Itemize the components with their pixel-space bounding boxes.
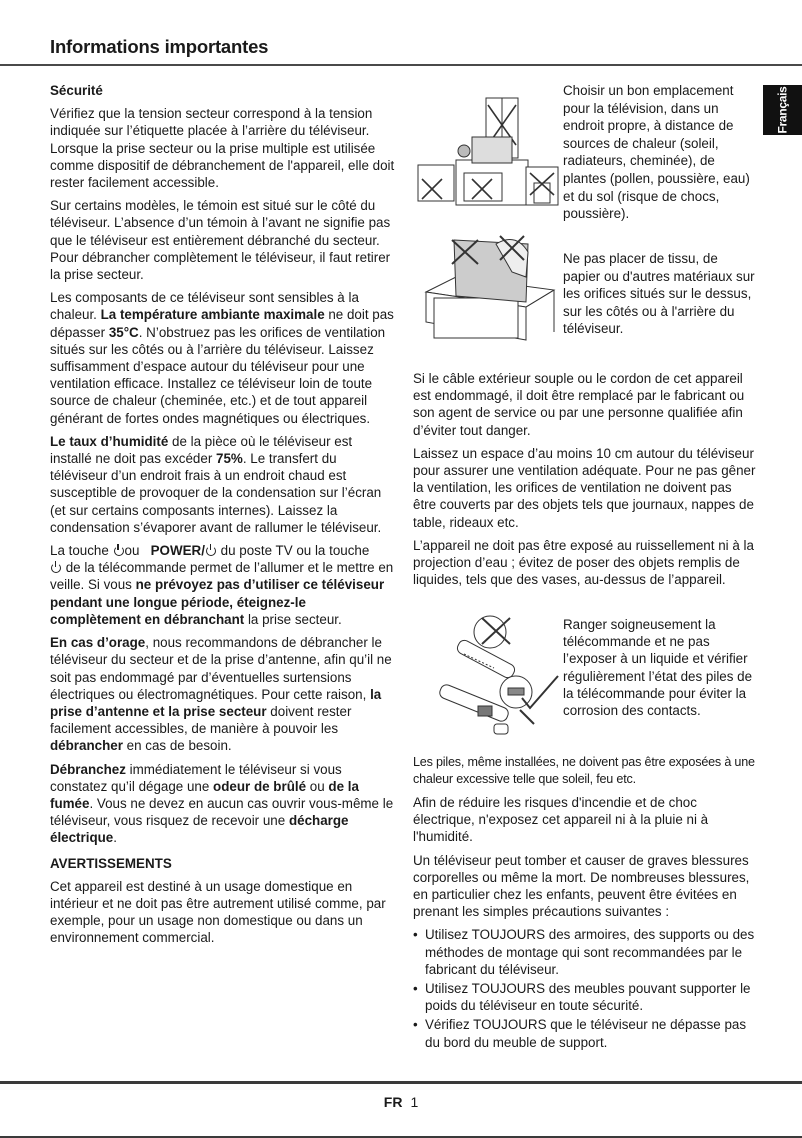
text-bold: Débranchez xyxy=(50,761,126,777)
right-text-block-1 xyxy=(413,370,758,588)
header-divider xyxy=(0,64,802,66)
text: La touche xyxy=(50,543,113,559)
text: en cas de besoin. xyxy=(122,738,232,754)
footer-divider xyxy=(0,1081,802,1084)
paragraph-batteries: Les piles, même installées, ne doivent pas être exposées à une chaleur excessive telle que soleil, feu etc. xyxy=(413,755,755,787)
page-title: Informations importantes xyxy=(50,36,269,57)
paragraph-spacing: Laissez un espace d’au moins 10 cm autour du téléviseur pour assurer une ventilation adéquate. Pour ne pas gêner la ventilation, les orifices de ventilation ne doivent pas être couverts par des objets tels que journaux, nappes de table, rideaux etc. xyxy=(413,445,756,530)
text: ou xyxy=(306,778,329,794)
paragraph-humidity xyxy=(50,433,395,536)
paragraph-tipping: Un téléviseur peut tomber et causer de graves blessures corporelles ou même la mort. De nombreuses blessures, en particulier chez les enfants, peuvent être évitées en prenant les simples précautions suivantes : xyxy=(413,852,750,920)
paragraph-indicator: Sur certains modèles, le témoin est situé sur le côté du téléviseur. L’absence d’un témoin à l’avant ne signifie pas que le téléviseur est entièrement débranché du secteur. Pour débrancher complètement le téléviseur, il faut retirer la prise secteur. xyxy=(50,198,391,283)
paragraph-cable: Si le câble extérieur souple ou le cordon de cet appareil est endommagé, il doit être remplacé par le fabricant ou son agent de service ou par une personne qualifiée afin d’éviter tout danger. xyxy=(413,371,745,438)
text-bold: ne prévoyez pas d’utiliser ce téléviseur pendant une longue période, éteignez-le complètement en débranchant xyxy=(50,577,385,627)
placement-illustration xyxy=(414,95,559,210)
paragraph-domestic-use: Cet appareil est destiné à un usage domestique en intérieur et ne doit pas être autrement utilisé comme, par exemple, pour un usage non domestique ou dans un environnement commercial. xyxy=(50,878,386,946)
text: . N’obstruez pas les orifices de ventilation situés sur les côtés ou à l’arrière du téléviseur. Laissez suffisamment d’espace autour du téléviseur pour une ventilation efficace. Installez ce téléviseur loin de toute source de chaleur (cheminée, etc.) et de tout appareil générant de fortes ondes magnétiques ou électriques. xyxy=(50,324,386,426)
left-column xyxy=(50,82,395,953)
text-bold: odeur de brûlé xyxy=(213,778,307,794)
remote-caption: Ranger soigneusement la télécommande et ne pas l’exposer à un liquide et vérifier régulièrement l’état des piles de la télécommande pour éviter la corrosion des contacts. xyxy=(563,617,753,719)
text-bold: La température ambiante maximale xyxy=(100,307,325,323)
text-bold: la prise d’antenne et la prise secteur xyxy=(50,686,382,719)
security-heading: Sécurité xyxy=(50,83,103,98)
text: Les composants de ce téléviseur sont sensibles à la chaleur. xyxy=(50,290,359,323)
text: ne doit pas dépasser xyxy=(50,307,394,340)
paragraph-rain: Afin de réduire les risques d'incendie et de choc électrique, n'exposez cet appareil ni à la pluie ni à l'humidité. xyxy=(413,795,709,845)
text: ou xyxy=(124,543,144,559)
paragraph-storm xyxy=(50,634,395,754)
paragraph-unplug xyxy=(50,761,395,847)
placement-caption: Choisir un bon emplacement pour la télévision, dans un endroit propre, à distance de sources de chaleur (soleil, radiateurs, cheminée), de plantes (pollen, poussière, eau) et du sol (risque de chocs, poussière). xyxy=(563,83,750,222)
page-footer xyxy=(0,1094,802,1110)
text: immédiatement le téléviseur si vous constatez qu’il dégage une xyxy=(50,761,342,794)
text-bold: décharge électrique xyxy=(50,813,349,846)
paragraph-water: L’appareil ne doit pas être exposé au ruissellement ni à la projection d’eau ; évitez de poser des objets remplis de liquides, tels que des vases, au-dessus de l’appareil. xyxy=(413,537,754,588)
tv-placement-icon xyxy=(414,95,559,210)
tv-ventilation-icon xyxy=(416,232,556,342)
text: . Vous ne devez en aucun cas ouvrir vous-même le téléviseur, vous risquez de recevoir une xyxy=(50,795,394,829)
text: . xyxy=(113,830,117,846)
text-bold-humidity: 75% xyxy=(216,451,243,467)
text-bold-temperature: 35°C xyxy=(108,324,139,340)
paragraph-power xyxy=(50,542,395,628)
language-tab-label: Français xyxy=(775,86,790,134)
text: . Le transfert du téléviseur d’un endroit frais à un endroit chaud est susceptible de provoquer de la condensation sur l’écran (et sur certains composants internes). Laissez la condensation s’évaporer avant de rallumer le téléviseur. xyxy=(50,451,382,535)
safety-precautions-list xyxy=(413,926,758,1050)
remote-battery-icon xyxy=(420,612,560,737)
power-icon xyxy=(51,563,61,573)
warnings-heading: AVERTISSEMENTS xyxy=(50,855,172,871)
remote-illustration xyxy=(420,612,560,737)
text: doivent rester facilement accessibles, de manière à pouvoir les xyxy=(50,703,352,737)
ventilation-illustration xyxy=(416,232,556,342)
text-bold-power: POWER/ xyxy=(150,543,205,559)
paragraph-heat xyxy=(50,289,395,427)
list-item: • Utilisez TOUJOURS des armoires, des supports ou des méthodes de montage qui sont recommandées par le fabricant du téléviseur. xyxy=(413,926,758,978)
language-tab xyxy=(763,85,802,135)
text-bold: Le taux d’humidité xyxy=(50,433,169,449)
right-text-block-2 xyxy=(413,794,758,1053)
text: la prise secteur. xyxy=(244,611,342,627)
text: de la télécommande permet de l’allumer et le mettre en veille. Si vous xyxy=(50,560,394,593)
list-item: • Vérifiez TOUJOURS que le téléviseur ne dépasse pas du bord du meuble de support. xyxy=(413,1016,758,1050)
ventilation-caption: Ne pas placer de tissu, de papier ou d'autres matériaux sur les orifices situés sur le dessus, sur les côtés ou à l'arrière du téléviseur. xyxy=(563,251,755,337)
text-bold: de la fumée xyxy=(50,778,359,811)
text: du poste TV ou la touche xyxy=(216,543,370,559)
power-icon xyxy=(114,546,124,556)
text: , nous recommandons de débrancher le téléviseur du secteur et de la prise d’antenne, afin qu’il ne soit pas endommagé par d’éventuelles surtensions électriques ou électromagnétiques. Pour cette raison, xyxy=(50,635,392,702)
text-bold: débrancher xyxy=(50,738,123,754)
text: de la pièce où le téléviseur est installé ne doit pas excéder xyxy=(50,433,353,467)
text-bold: En cas d’orage xyxy=(50,635,146,651)
page-number: 1 xyxy=(410,1094,419,1110)
list-item: • Utilisez TOUJOURS des meubles pouvant supporter le poids du téléviseur en toute sécurité. xyxy=(413,980,758,1014)
power-icon xyxy=(206,546,216,556)
paragraph-voltage: Vérifiez que la tension secteur correspond à la tension indiquée sur l’étiquette placée à l’arrière du téléviseur. Lorsque la prise secteur ou la prise multiple est utilisée comme dispositif de débranchement de l'appareil, elle doit rester facilement accessible. xyxy=(50,106,395,191)
language-code: FR xyxy=(383,1094,403,1110)
